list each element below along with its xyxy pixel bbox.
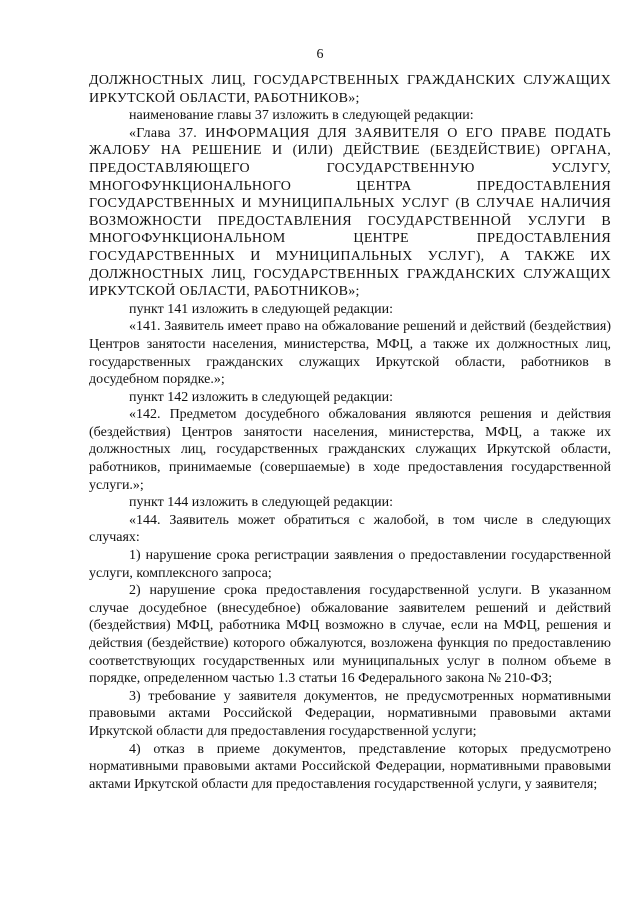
- document-body: [89, 72, 611, 793]
- list-item-4: 4) отказ в приеме документов, представление которых предусмотрено нормативными правовыми актами Российской Федерации, нормативными правовыми актами Иркутской области для предоставления государственной услуги, у заявителя;: [89, 741, 611, 792]
- paragraph-chapter-37-instruction: наименование главы 37 изложить в следующей редакции:: [129, 108, 474, 124]
- paragraph-chapter-37-title: «Глава 37. ИНФОРМАЦИЯ ДЛЯ ЗАЯВИТЕЛЯ О ЕГО ПРАВЕ ПОДАТЬ ЖАЛОБУ НА РЕШЕНИЕ И (ИЛИ) ДЕЙСТВИЕ (БЕЗДЕЙСТВИЕ) ОРГАНА, ПРЕДОСТАВЛЯЮЩЕГО ГОСУДАРСТВЕННУЮ УСЛУГУ, МНОГОФУНКЦИОНАЛЬНОГО ЦЕНТРА ПРЕДОСТАВЛЕНИЯ ГОСУДАРСТВЕННЫХ И МУНИЦИПАЛЬНЫХ УСЛУГ (В СЛУЧАЕ НАЛИЧИЯ ВОЗМОЖНОСТИ ПРЕДОСТАВЛЕНИЯ ГОСУДАРСТВЕННОЙ УСЛУГИ В МНОГОФУНКЦИОНАЛЬНОМ ЦЕНТРЕ ПРЕДОСТАВЛЕНИЯ ГОСУДАРСТВЕННЫХ И МУНИЦИПАЛЬНЫХ УСЛУГ), А ТАКЖЕ ИХ ДОЛЖНОСТНЫХ ЛИЦ, ГОСУДАРСТВЕННЫХ ГРАЖДАНСКИХ СЛУЖАЩИХ ИРКУТСКОЙ ОБЛАСТИ, РАБОТНИКОВ»;: [89, 125, 611, 300]
- paragraph-item-141: «141. Заявитель имеет право на обжалование решений и действий (бездействия) Центров занятости населения, министерства, МФЦ, а также их должностных лиц, государственных гражданских служащих Иркутской области, работников в досудебном порядке.»;: [89, 319, 611, 388]
- list-item-1: 1) нарушение срока регистрации заявления о предоставлении государственной услуги, комплексного запроса;: [89, 548, 611, 581]
- paragraph-item-142-instruction: пункт 142 изложить в следующей редакции:: [129, 389, 393, 405]
- paragraph-chapter-36-title-end: ДОЛЖНОСТНЫХ ЛИЦ, ГОСУДАРСТВЕННЫХ ГРАЖДАНСКИХ СЛУЖАЩИХ ИРКУТСКОЙ ОБЛАСТИ, РАБОТНИКОВ»;: [89, 73, 611, 106]
- paragraph-item-144-intro: «144. Заявитель может обратиться с жалобой, в том числе в следующих случаях:: [89, 512, 611, 546]
- list-item-2: 2) нарушение срока предоставления государственной услуги. В указанном случае досудебное (внесудебное) обжалование заявителем решений и действий (бездействия) МФЦ, работника МФЦ возможно в случае, если на МФЦ, решения и действия (бездействие) которого обжалуются, возложена функция по предоставлению соответствующих государственных или муниципальных услуг в полном объеме в порядке, определенном частью 1.3 статьи 16 Федерального закона № 210-ФЗ;: [89, 583, 611, 687]
- list-item-3: 3) требование у заявителя документов, не предусмотренных нормативными правовыми актами Российской Федерации, нормативными правовыми актами Иркутской области для предоставления государственной услуги;: [89, 688, 611, 739]
- paragraph-item-142: «142. Предметом досудебного обжалования являются решения и действия (бездействия) Центров занятости населения, министерства, МФЦ, а также их должностных лиц, государственных гражданских служащих Иркутской области, работников, принимаемые (совершаемые) в ходе предоставления государственной услуги.»;: [89, 407, 611, 493]
- page-number: 6: [316, 47, 324, 62]
- paragraph-item-144-instruction: пункт 144 изложить в следующей редакции:: [129, 495, 393, 511]
- paragraph-item-141-instruction: пункт 141 изложить в следующей редакции:: [129, 301, 393, 317]
